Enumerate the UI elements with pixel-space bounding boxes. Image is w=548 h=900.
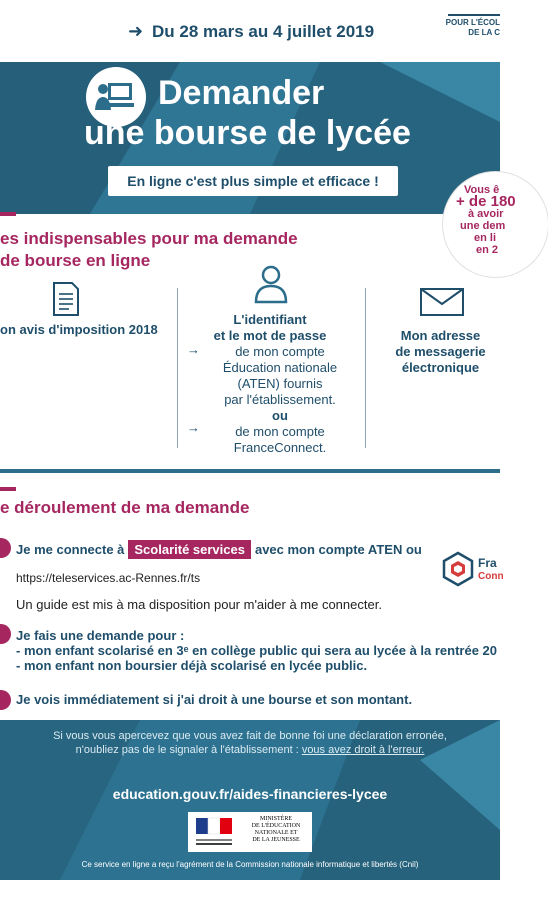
info-bubble-text xyxy=(456,184,516,256)
credentials-line: de mon compte xyxy=(235,424,325,439)
notice-text: n'oubliez pas de le signaler à l'établissement : xyxy=(75,744,299,756)
ministry-line: DE LA JEUNESSE xyxy=(252,837,300,843)
credentials-line: de mon compte xyxy=(235,344,325,359)
requirement-email xyxy=(378,328,503,376)
step-bullet xyxy=(0,690,11,710)
bubble-line: + de 180 xyxy=(456,193,516,210)
franceconnect-line-2: Conn xyxy=(478,571,504,582)
teleservices-url[interactable]: https://teleservices.ac-Rennes.fr/ts xyxy=(16,571,201,585)
ministry-name xyxy=(242,816,310,844)
header-band xyxy=(0,0,500,62)
step-bullet xyxy=(0,538,11,558)
error-right-notice xyxy=(15,729,485,757)
bubble-line: en li xyxy=(474,232,497,244)
credentials-line: Éducation nationale xyxy=(222,360,338,375)
step2-line: - mon enfant non boursier déjà scolarisé en lycée public. xyxy=(16,658,368,673)
scolarite-services-link[interactable]: Scolarité services xyxy=(128,540,251,559)
notice-line: Si vous vous apercevez que vous avez fait de bonne foi une déclaration erronée, xyxy=(53,730,447,742)
hero-tagline: En ligne c'est plus simple et efficace ! xyxy=(108,166,398,196)
arrow-right-icon: ➜ xyxy=(128,21,144,41)
education-url[interactable]: education.gouv.fr/aides-financieres-lycee xyxy=(112,786,388,802)
step1-text: avec mon compte ATEN ou xyxy=(254,542,422,557)
corner-rule xyxy=(448,14,500,16)
cnil-notice: Ce service en ligne a reçu l'agrément de la Commission nationale informatique et libertés (Cnil) xyxy=(81,860,419,869)
ministry-logo-block xyxy=(188,812,312,852)
credentials-heading-line: et le mot de passe xyxy=(213,328,327,343)
bubble-line: Vous ê xyxy=(464,184,500,196)
section-separator xyxy=(0,469,500,473)
notice-line xyxy=(15,743,485,757)
credentials-or: ou xyxy=(272,408,288,423)
step-bullet xyxy=(0,624,11,644)
bubble-line: à avoir xyxy=(468,208,504,220)
section1-title xyxy=(0,228,345,272)
credentials-line: (ATEN) fournis xyxy=(237,376,323,391)
republique-francaise-logo xyxy=(192,816,236,848)
bubble-line: une dem xyxy=(460,220,506,232)
corner-tag xyxy=(446,18,500,38)
column-divider xyxy=(177,288,178,448)
section1-title-line-1: es indispensables pour ma demande xyxy=(0,229,298,248)
requirement-credentials-heading xyxy=(180,312,360,344)
hero-banner xyxy=(0,62,500,214)
step-2 xyxy=(16,628,497,673)
section-marker xyxy=(0,212,16,216)
section2-title: e déroulement de ma demande xyxy=(0,498,250,517)
franceconnect-logo[interactable] xyxy=(441,552,475,586)
date-range: Du 28 mars au 4 juillet 2019 xyxy=(152,22,375,41)
credentials-heading-line: L'identifiant xyxy=(233,312,307,327)
franceconnect-label xyxy=(478,556,504,584)
hero-title-line-2: une bourse de lycée xyxy=(84,114,411,152)
section1-title-line-2: de bourse en ligne xyxy=(0,251,151,270)
email-line: Mon adresse xyxy=(400,328,481,343)
step1-text: Je me connecte à xyxy=(16,542,125,557)
person-icon xyxy=(253,264,289,304)
ministry-line: MINISTÈRE xyxy=(260,816,292,822)
section-marker xyxy=(0,487,16,491)
arrow-right-icon: → xyxy=(187,420,200,435)
credentials-line: par l'établissement. xyxy=(224,392,336,407)
credentials-line: FranceConnect. xyxy=(233,440,327,455)
bubble-line: en 2 xyxy=(476,244,499,256)
requirement-tax-notice: on avis d'imposition 2018 xyxy=(0,322,158,337)
step-3: Je vois immédiatement si j'ai droit à une bourse et son montant. xyxy=(16,692,413,707)
requirement-credentials-body xyxy=(200,344,360,456)
ministry-line: NATIONALE ET xyxy=(254,830,298,836)
guide-text: Un guide est mis à ma disposition pour m'aider à me connecter. xyxy=(16,597,382,612)
step2-heading: Je fais une demande pour : xyxy=(16,628,185,643)
corner-line-2: DE LA C xyxy=(468,28,500,37)
step2-line: - mon enfant scolarisé en 3ᵉ en collège public qui sera au lycée à la rentrée 20 xyxy=(16,643,498,658)
error-right-link[interactable]: vous avez droit à l'erreur. xyxy=(301,744,425,756)
document-icon xyxy=(52,282,80,316)
franceconnect-line-1: Fra xyxy=(478,556,497,570)
column-divider xyxy=(365,288,366,448)
email-line: électronique xyxy=(401,360,480,375)
step-1 xyxy=(16,540,422,559)
email-line: de messagerie xyxy=(395,344,486,359)
hero-title-line-1: Demander xyxy=(158,74,325,112)
ministry-line: DE L'ÉDUCATION xyxy=(251,823,301,829)
footer xyxy=(0,720,500,880)
corner-line-1: POUR L'ÉCOL xyxy=(445,18,500,27)
envelope-icon xyxy=(420,288,464,316)
arrow-right-icon: → xyxy=(187,342,200,357)
